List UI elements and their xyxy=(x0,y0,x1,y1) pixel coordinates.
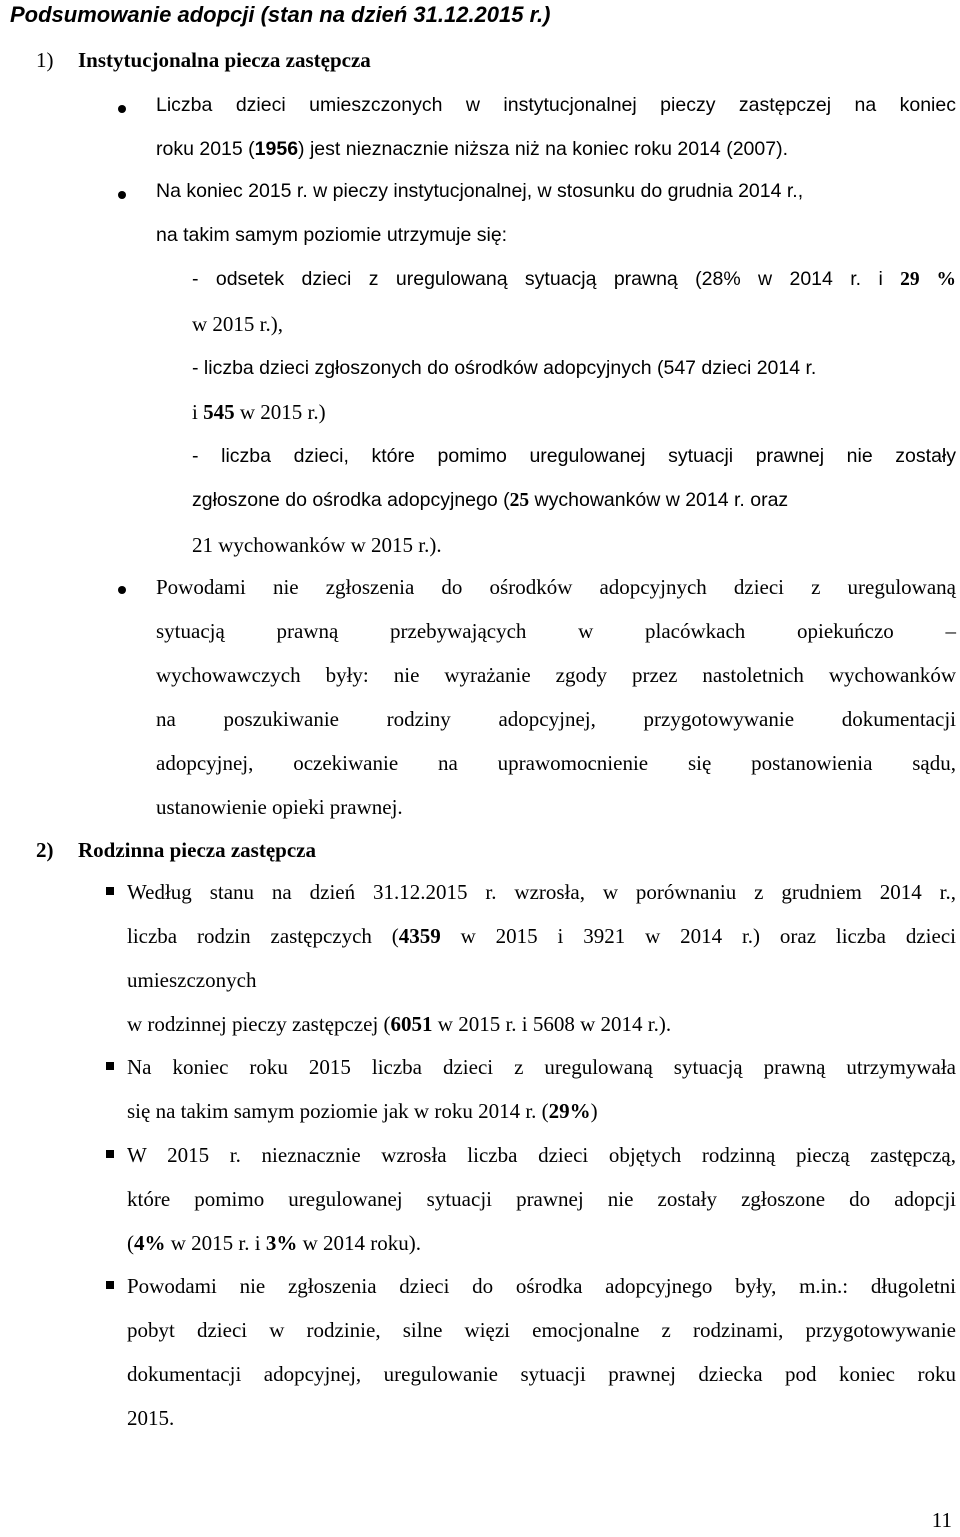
section-title: Rodzinna piecza zastępcza xyxy=(78,838,316,862)
bullet-icon xyxy=(118,191,126,199)
list-item: Na koniec roku 2015 liczba dzieci z uregulowaną sytuacją prawną utrzymywała się na takim samym poziomie jak w roku 2014 r. (29%) xyxy=(127,1055,956,1123)
bullet-2-text: Na koniec 2015 r. w pieczy instytucjonalnej, w stosunku do grudnia 2014 r., na takim samym poziomie utrzymuje się: - odsetek dzieci z uregulowaną sytuacją prawną (28% w 2014 r. i 29 % w 2015 r.), - liczba dzieci zgłoszonych do ośrodków adopcyjnych (547 dzieci 2014 r. i 545 w 2015 r.) - liczba dzieci, które pomimo uregulowanej sytuacji prawnej nie zostały zgłoszone do ośrodka adopcyjnego (25 wychowanków w 2014 r. oraz 21 wychowanków w 2015 r.). xyxy=(156,180,956,557)
bullet-icon xyxy=(118,105,126,113)
list-item: Według stanu na dzień 31.12.2015 r. wzrosła, w porównaniu z grudniem 2014 r., liczba rodzin zastępczych (4359 w 2015 i 3921 w 2014 r.) oraz liczba dzieci umieszczonych w rodzinnej pieczy zastępczej (6051 w 2015 r. i 5608 w 2014 r.). xyxy=(127,880,956,1036)
list-item: W 2015 r. nieznacznie wzrosła liczba dzieci objętych rodzinną pieczą zastępczą, które pomimo uregulowanej sytuacji prawnej nie zostały zgłoszone do adopcji (4% w 2015 r. i 3% w 2014 roku). xyxy=(127,1143,956,1255)
section-number: 2) xyxy=(36,838,54,862)
page-title: Podsumowanie adopcji (stan na dzień 31.12.2015 r.) xyxy=(10,2,551,27)
section-number: 1) xyxy=(36,48,54,72)
square-bullet-icon xyxy=(106,1150,114,1158)
list-item: Powodami nie zgłoszenia dzieci do ośrodka adopcyjnego były, m.in.: długoletni pobyt dzieci w rodzinie, silne więzi emocjonalne z rodzinami, przygotowywanie dokumentacji adopcyjnej, uregulowanie sytuacji prawnej dziecka pod koniec roku 2015. xyxy=(127,1274,956,1430)
section-1-heading xyxy=(36,48,371,73)
section-2-heading xyxy=(36,838,316,863)
square-bullet-icon xyxy=(106,1281,114,1289)
bullet-icon xyxy=(118,586,126,594)
page-number: 11 xyxy=(931,1508,952,1532)
square-bullet-icon xyxy=(106,1062,114,1070)
section-title: Instytucjonalna piecza zastępcza xyxy=(78,48,371,72)
square-bullet-icon xyxy=(106,887,114,895)
bullet-1-text: Liczba dzieci umieszczonych w instytucjonalnej pieczy zastępczej na koniec roku 2015 (1956) jest nieznacznie niższa niż na koniec roku 2014 (2007). xyxy=(156,94,956,160)
bullet-3-text: Powodami nie zgłoszenia do ośrodków adopcyjnych dzieci z uregulowaną sytuacją prawną przebywających w placówkach opiekuńczo – wychowawczych były: nie wyrażanie zgody przez nastoletnich wychowanków na poszukiwanie rodziny adopcyjnej, przygotowywanie dokumentacji adopcyjnej, oczekiwanie na uprawomocnienie się postanowienia sądu, ustanowienie opieki prawnej. xyxy=(156,575,956,819)
